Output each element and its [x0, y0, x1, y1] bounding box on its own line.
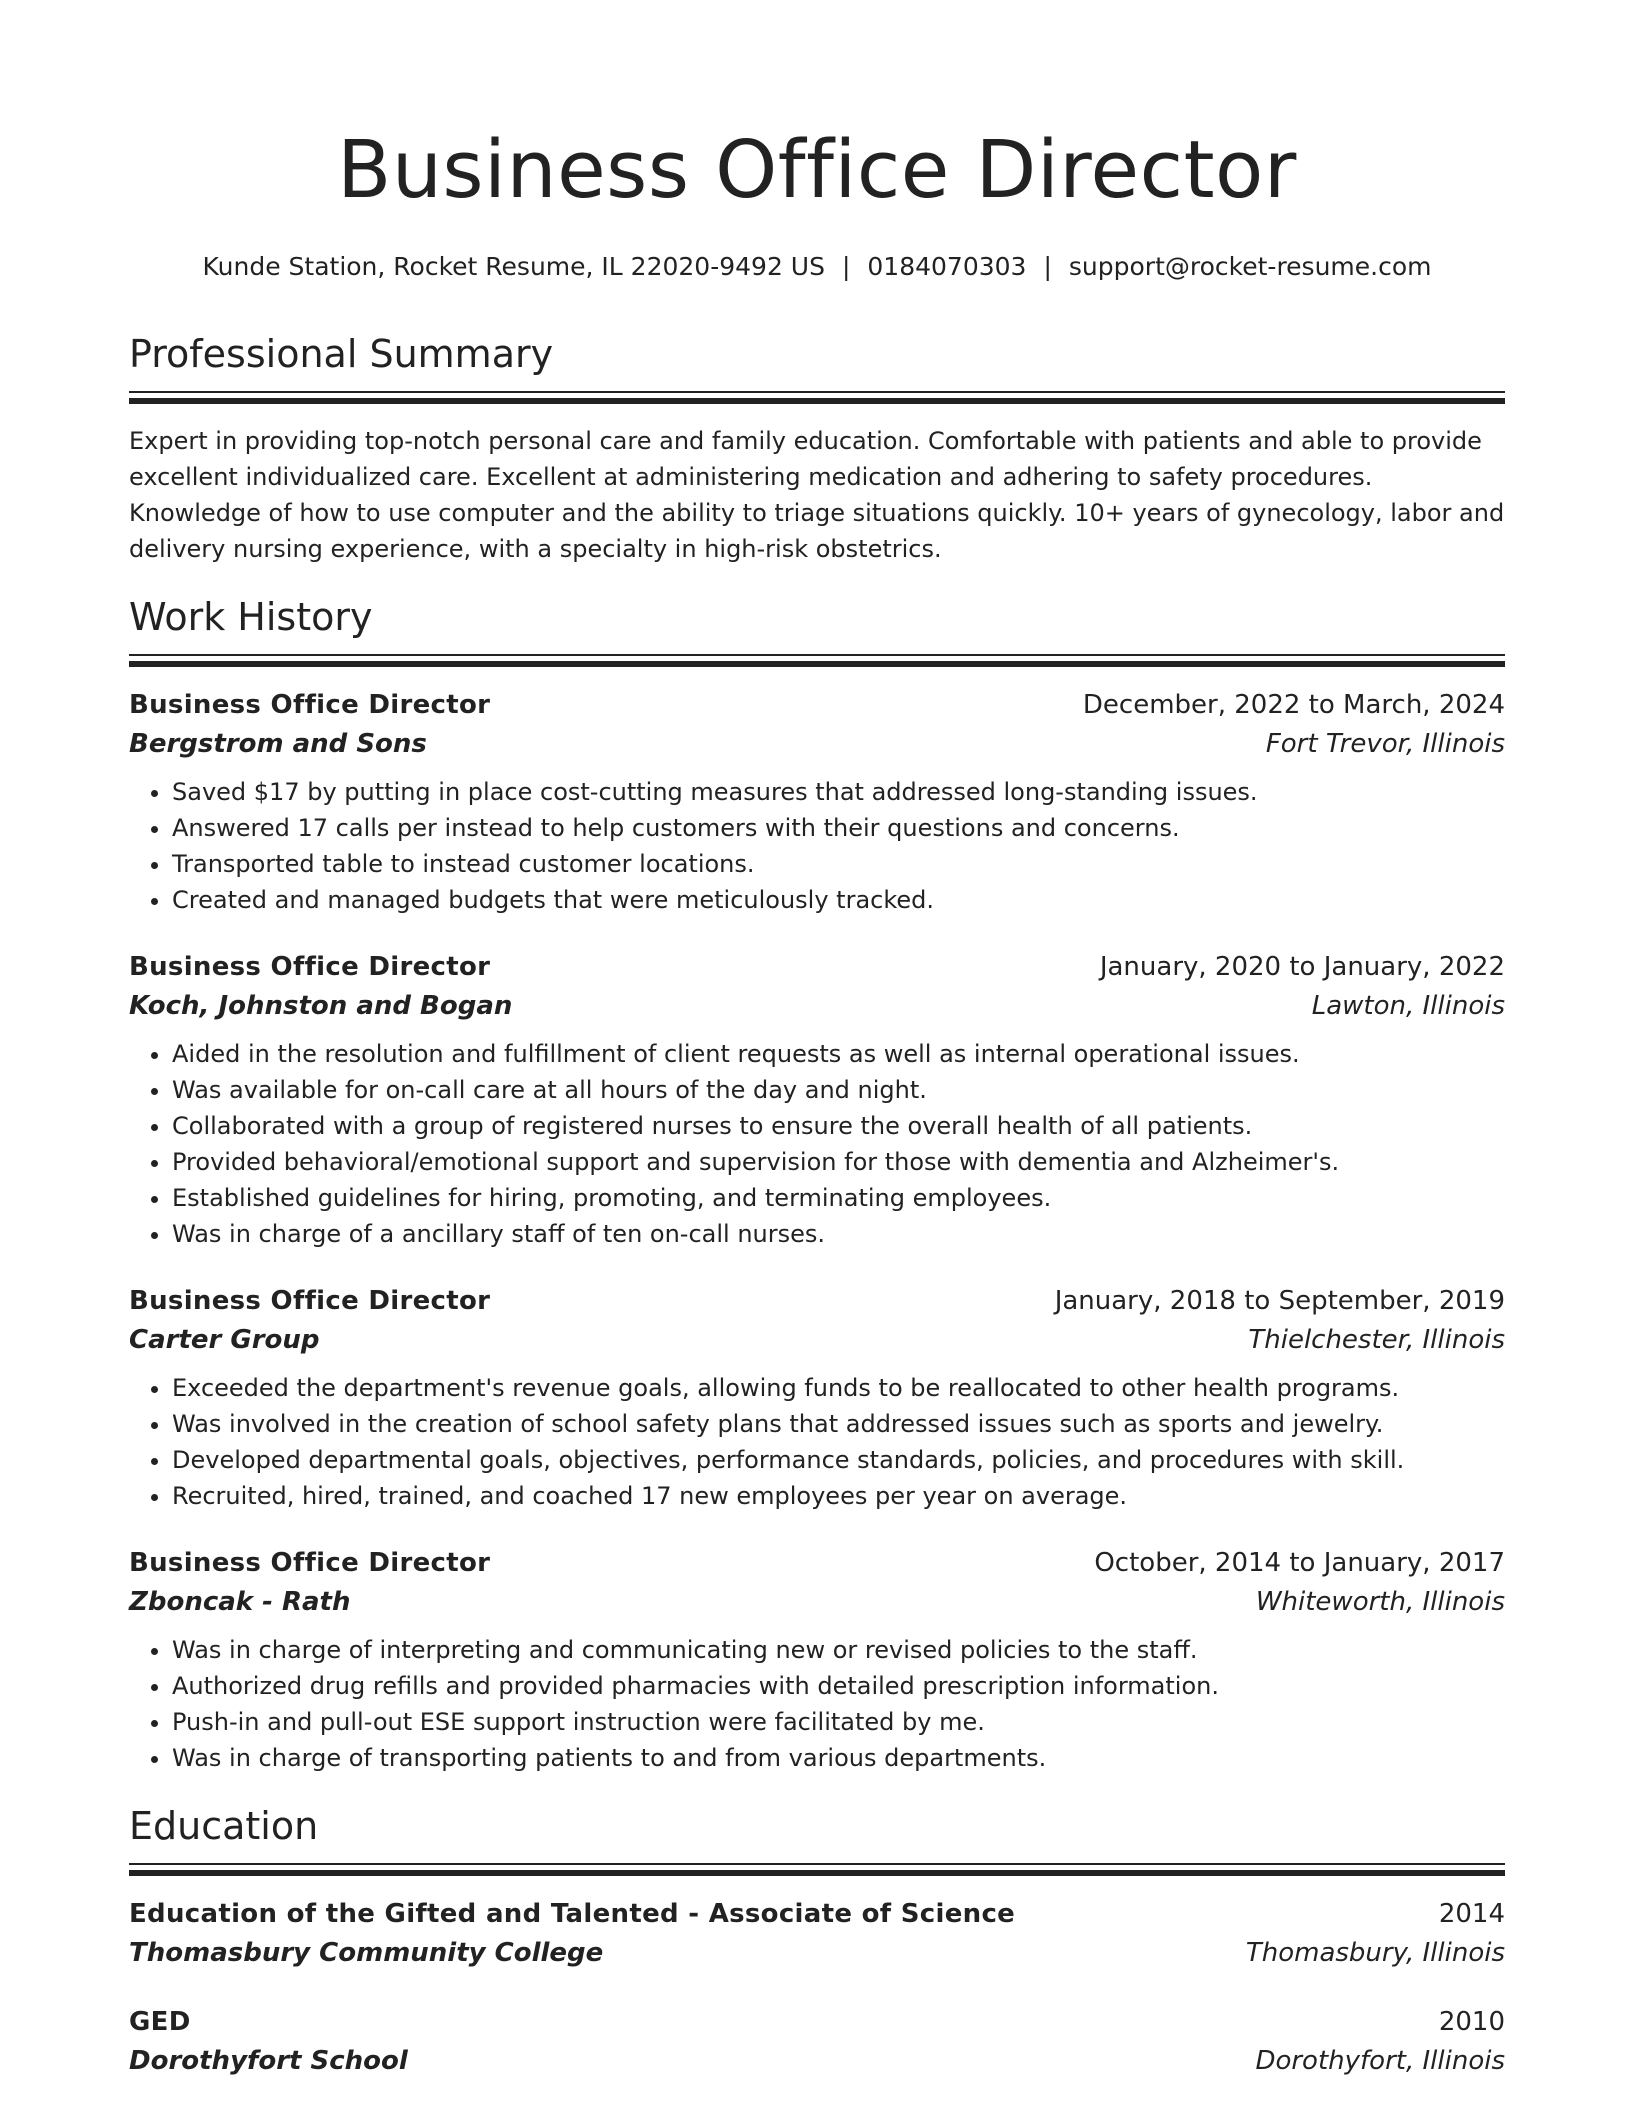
- job-company-row: [129, 987, 1505, 1026]
- education-school-row: [129, 2042, 1505, 2081]
- job-header-row: [129, 948, 1505, 987]
- section-divider: [129, 654, 1505, 668]
- education-year: 2014: [1438, 1899, 1505, 1929]
- job-bullet: • Established guidelines for hiring, promoting, and terminating employees.: [172, 1180, 1505, 1216]
- job-bullet: • Exceeded the department's revenue goals, allowing funds to be reallocated to other health programs.: [172, 1370, 1505, 1406]
- job-dates: December, 2022 to March, 2024: [1082, 690, 1505, 720]
- job-company: Zboncak - Rath: [129, 1587, 351, 1617]
- job-title: Business Office Director: [129, 1286, 491, 1316]
- job-bullet: • Created and managed budgets that were meticulously tracked.: [172, 882, 1505, 918]
- education-location: Dorothyfort, Illinois: [1255, 2046, 1505, 2076]
- section-heading-education: Education: [129, 1804, 319, 1848]
- education-entry: [129, 1895, 1505, 1973]
- candidate-name: Business Office Director: [337, 124, 1297, 216]
- education-school: Dorothyfort School: [129, 2046, 408, 2076]
- contact-separator: |: [1043, 252, 1052, 281]
- job-bullet: • Was in charge of interpreting and communicating new or revised policies to the staff.: [172, 1632, 1505, 1668]
- contact-phone: 0184070303: [867, 252, 1027, 281]
- summary-section: [129, 330, 1505, 567]
- education-location: Thomasbury, Illinois: [1245, 1938, 1505, 1968]
- contact-line: [129, 250, 1505, 284]
- education-school-row: [129, 1934, 1505, 1973]
- education-header-row: [129, 2003, 1505, 2042]
- job-bullets: [129, 1632, 1505, 1776]
- job-bullet: • Developed departmental goals, objectives, performance standards, policies, and procedures with skill.: [172, 1442, 1505, 1478]
- job-header-row: [129, 1282, 1505, 1321]
- education-header-row: [129, 1895, 1505, 1934]
- job-bullets: [129, 1036, 1505, 1252]
- job-bullet: • Transported table to instead customer locations.: [172, 846, 1505, 882]
- section-divider: [129, 391, 1505, 405]
- job-entry: [129, 1544, 1505, 1776]
- education-year: 2010: [1438, 2007, 1505, 2037]
- job-entry: [129, 948, 1505, 1252]
- job-header-row: [129, 1544, 1505, 1583]
- section-heading-summary: Professional Summary: [129, 332, 554, 376]
- education-school: Thomasbury Community College: [129, 1938, 604, 1968]
- job-company: Koch, Johnston and Bogan: [129, 991, 513, 1021]
- job-title: Business Office Director: [129, 1548, 491, 1578]
- job-location: Lawton, Illinois: [1311, 991, 1505, 1021]
- job-location: Fort Trevor, Illinois: [1265, 729, 1505, 759]
- section-divider: [129, 1863, 1505, 1877]
- contact-email[interactable]: support@rocket-resume.com: [1068, 252, 1432, 281]
- job-title: Business Office Director: [129, 690, 491, 720]
- job-bullet: • Collaborated with a group of registered nurses to ensure the overall health of all patients.: [172, 1108, 1505, 1144]
- education-entry: [129, 2003, 1505, 2081]
- resume-content: [129, 118, 1505, 2081]
- job-bullet: • Was available for on-call care at all hours of the day and night.: [172, 1072, 1505, 1108]
- job-dates: October, 2014 to January, 2017: [1094, 1548, 1505, 1578]
- job-title: Business Office Director: [129, 952, 491, 982]
- job-bullet: • Recruited, hired, trained, and coached 17 new employees per year on average.: [172, 1478, 1505, 1514]
- section-heading-work: Work History: [129, 595, 373, 639]
- job-bullet: • Provided behavioral/emotional support and supervision for those with dementia and Alzheimer's.: [172, 1144, 1505, 1180]
- job-bullet: • Was in charge of transporting patients to and from various departments.: [172, 1740, 1505, 1776]
- work-history-section: [129, 593, 1505, 1776]
- education-degree: GED: [129, 2007, 191, 2037]
- job-bullet: • Aided in the resolution and fulfillment of client requests as well as internal operational issues.: [172, 1036, 1505, 1072]
- job-company-row: [129, 725, 1505, 764]
- job-bullet: • Was in charge of a ancillary staff of ten on-call nurses.: [172, 1216, 1505, 1252]
- job-header-row: [129, 686, 1505, 725]
- job-entry: [129, 1282, 1505, 1514]
- contact-address: Kunde Station, Rocket Resume, IL 22020-9492 US: [202, 252, 825, 281]
- job-bullets: [129, 1370, 1505, 1514]
- contact-separator: |: [841, 252, 851, 281]
- education-section: [129, 1802, 1505, 2081]
- job-bullet: • Answered 17 calls per instead to help customers with their questions and concerns.: [172, 810, 1505, 846]
- job-bullet: • Authorized drug refills and provided pharmacies with detailed prescription information.: [172, 1668, 1505, 1704]
- job-entry: [129, 686, 1505, 918]
- job-location: Whiteworth, Illinois: [1255, 1587, 1505, 1617]
- job-bullet: • Push-in and pull-out ESE support instruction were facilitated by me.: [172, 1704, 1505, 1740]
- job-bullet: • Saved $17 by putting in place cost-cutting measures that addressed long-standing issues.: [172, 774, 1505, 810]
- job-dates: January, 2020 to January, 2022: [1099, 952, 1505, 982]
- job-location: Thielchester, Illinois: [1248, 1325, 1505, 1355]
- job-company-row: [129, 1583, 1505, 1622]
- job-company: Carter Group: [129, 1325, 320, 1355]
- job-company-row: [129, 1321, 1505, 1360]
- job-company: Bergstrom and Sons: [129, 729, 427, 759]
- job-bullets: [129, 774, 1505, 918]
- job-dates: January, 2018 to September, 2019: [1054, 1286, 1505, 1316]
- education-degree: Education of the Gifted and Talented - Associate of Science: [129, 1899, 1016, 1929]
- job-bullet: • Was involved in the creation of school safety plans that addressed issues such as sports and jewelry.: [172, 1406, 1505, 1442]
- summary-text: Expert in providing top-notch personal care and family education. Comfortable with patients and able to provide excellent individualized care. Excellent at administering medication and adhering to safety procedures. Knowledge of how to use computer and the ability to triage situations quickly. 10+ years of gynecology, labor and delivery nursing experience, with a specialty in high-risk obstetrics.: [129, 427, 1505, 563]
